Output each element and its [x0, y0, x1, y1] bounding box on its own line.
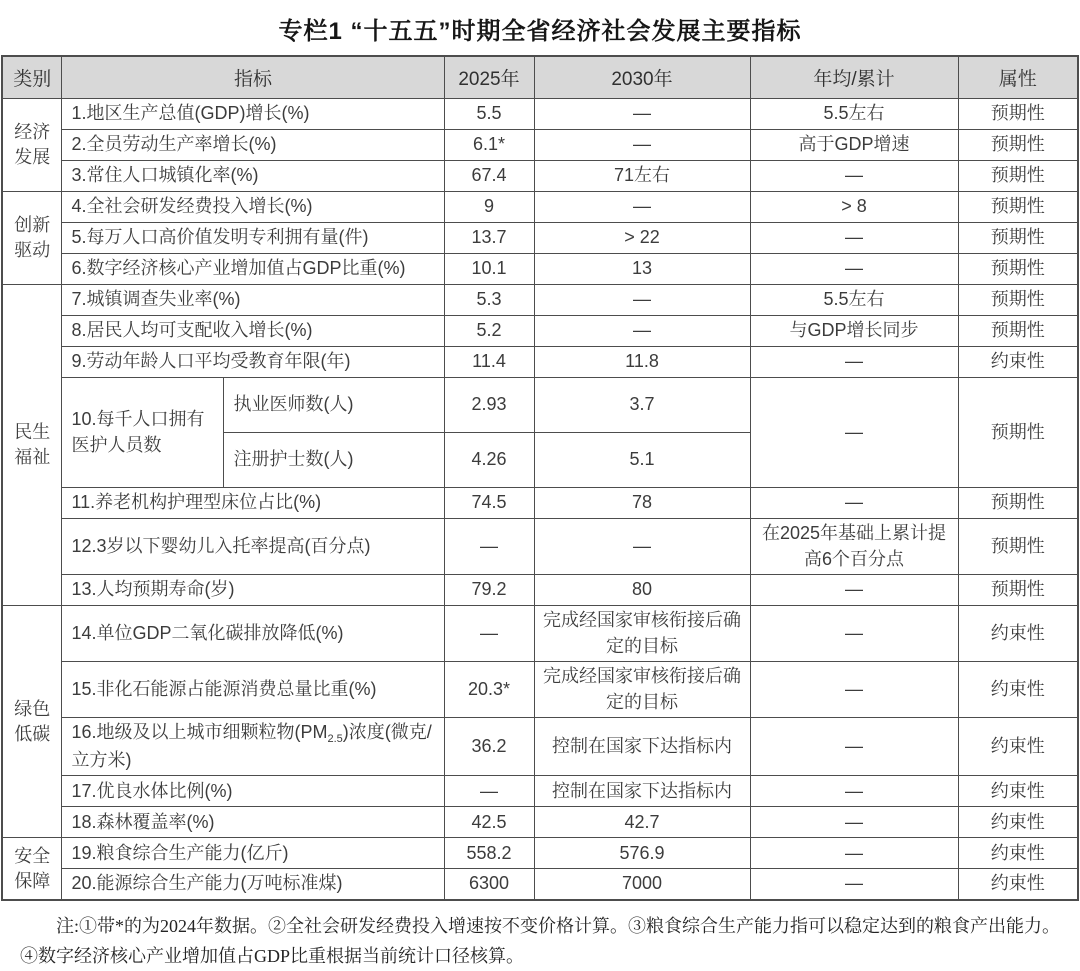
- r2-indicator: 2.全员劳动生产率增长(%): [62, 130, 444, 161]
- r9-annual: —: [750, 347, 958, 378]
- r11-indicator: 11.养老机构护理型床位占比(%): [62, 488, 444, 519]
- category-green-lowcarbon: 绿色低碳: [2, 606, 62, 838]
- r3-attribute: 预期性: [958, 161, 1078, 192]
- r20-indicator: 20.能源综合生产能力(万吨标准煤): [62, 869, 444, 900]
- r5-attribute: 预期性: [958, 223, 1078, 254]
- r1-2030: —: [534, 99, 750, 130]
- table-row: [2, 378, 1078, 433]
- r5-indicator: 5.每万人口高价值发明专利拥有量(件): [62, 223, 444, 254]
- r18-2025: 42.5: [444, 807, 534, 838]
- header-indicator: 指标: [62, 56, 444, 99]
- r18-indicator: 18.森林覆盖率(%): [62, 807, 444, 838]
- table-row: [2, 718, 1078, 776]
- r12-2025: —: [444, 519, 534, 575]
- table-row: [2, 223, 1078, 254]
- r13-2030: 80: [534, 575, 750, 606]
- header-attribute: 属性: [958, 56, 1078, 99]
- r8-indicator: 8.居民人均可支配收入增长(%): [62, 316, 444, 347]
- r18-annual: —: [750, 807, 958, 838]
- r16-indicator-prefix: 16.地级及以上城市细颗粒物(PM: [71, 722, 328, 743]
- r19-indicator: 19.粮食综合生产能力(亿斤): [62, 838, 444, 869]
- r20-2025: 6300: [444, 869, 534, 900]
- r17-2030: 控制在国家下达指标内: [534, 776, 750, 807]
- r7-annual: 5.5左右: [750, 285, 958, 316]
- r16-annual: —: [750, 718, 958, 776]
- header-annual: 年均/累计: [750, 56, 958, 99]
- r14-2030: 完成经国家审核衔接后确定的目标: [534, 606, 750, 662]
- r13-2025: 79.2: [444, 575, 534, 606]
- r19-2030: 576.9: [534, 838, 750, 869]
- r3-annual: —: [750, 161, 958, 192]
- table-row: [2, 807, 1078, 838]
- r12-attribute: 预期性: [958, 519, 1078, 575]
- r17-annual: —: [750, 776, 958, 807]
- r9-2030: 11.8: [534, 347, 750, 378]
- r18-attribute: 约束性: [958, 807, 1078, 838]
- r11-2030: 78: [534, 488, 750, 519]
- r2-2025: 6.1*: [444, 130, 534, 161]
- r17-2025: —: [444, 776, 534, 807]
- r1-attribute: 预期性: [958, 99, 1078, 130]
- r1-indicator: 1.地区生产总值(GDP)增长(%): [62, 99, 444, 130]
- r16-2025: 36.2: [444, 718, 534, 776]
- r16-indicator-suffix: )浓度(微克/立方米): [71, 722, 432, 770]
- table-row: [2, 869, 1078, 900]
- header-2025: 2025年: [444, 56, 534, 99]
- r7-attribute: 预期性: [958, 285, 1078, 316]
- category-security-guarantee: 安全保障: [2, 838, 62, 900]
- table-row: [2, 662, 1078, 718]
- r20-attribute: 约束性: [958, 869, 1078, 900]
- table-row: [2, 488, 1078, 519]
- r19-attribute: 约束性: [958, 838, 1078, 869]
- r7-indicator: 7.城镇调查失业率(%): [62, 285, 444, 316]
- table-row: [2, 285, 1078, 316]
- r11-attribute: 预期性: [958, 488, 1078, 519]
- r14-attribute: 约束性: [958, 606, 1078, 662]
- r8-attribute: 预期性: [958, 316, 1078, 347]
- r20-annual: —: [750, 869, 958, 900]
- document-page: [0, 11, 1080, 971]
- r17-attribute: 约束性: [958, 776, 1078, 807]
- r16-indicator: [62, 718, 444, 776]
- table-row: [2, 519, 1078, 575]
- r4-2030: —: [534, 192, 750, 223]
- r13-annual: —: [750, 575, 958, 606]
- r7-2030: —: [534, 285, 750, 316]
- r6-2025: 10.1: [444, 254, 534, 285]
- r4-attribute: 预期性: [958, 192, 1078, 223]
- r5-2030: > 22: [534, 223, 750, 254]
- r10-sub1-2025: 2.93: [444, 378, 534, 433]
- r17-indicator: 17.优良水体比例(%): [62, 776, 444, 807]
- r10-sub2-2025: 4.26: [444, 433, 534, 488]
- table-row: [2, 316, 1078, 347]
- table-row: [2, 606, 1078, 662]
- r15-2030: 完成经国家审核衔接后确定的目标: [534, 662, 750, 718]
- r10-sub1-indicator: 执业医师数(人): [224, 378, 444, 433]
- r18-2030: 42.7: [534, 807, 750, 838]
- r10-sub2-2030: 5.1: [534, 433, 750, 488]
- r9-indicator: 9.劳动年龄人口平均受教育年限(年): [62, 347, 444, 378]
- table-row: [2, 161, 1078, 192]
- r4-annual: > 8: [750, 192, 958, 223]
- r3-indicator: 3.常住人口城镇化率(%): [62, 161, 444, 192]
- r3-2030: 71左右: [534, 161, 750, 192]
- r10-annual: —: [750, 378, 958, 488]
- r11-annual: —: [750, 488, 958, 519]
- r7-2025: 5.3: [444, 285, 534, 316]
- r6-2030: 13: [534, 254, 750, 285]
- table-row: [2, 254, 1078, 285]
- r16-attribute: 约束性: [958, 718, 1078, 776]
- r3-2025: 67.4: [444, 161, 534, 192]
- table-row: [2, 99, 1078, 130]
- table-row: [2, 347, 1078, 378]
- r6-indicator: 6.数字经济核心产业增加值占GDP比重(%): [62, 254, 444, 285]
- table-row: [2, 130, 1078, 161]
- r15-2025: 20.3*: [444, 662, 534, 718]
- table-title: 专栏1 “十五五”时期全省经济社会发展主要指标: [278, 18, 802, 45]
- r6-annual: —: [750, 254, 958, 285]
- r14-annual: —: [750, 606, 958, 662]
- r15-annual: —: [750, 662, 958, 718]
- r16-pm25-subscript: 2.5: [327, 733, 343, 746]
- r12-indicator: 12.3岁以下婴幼儿入托率提高(百分点): [62, 519, 444, 575]
- r5-2025: 13.7: [444, 223, 534, 254]
- r14-indicator: 14.单位GDP二氧化碳排放降低(%): [62, 606, 444, 662]
- r15-attribute: 约束性: [958, 662, 1078, 718]
- r8-2030: —: [534, 316, 750, 347]
- r2-annual: 高于GDP增速: [750, 130, 958, 161]
- table-row: [2, 192, 1078, 223]
- r10-sub2-indicator: 注册护士数(人): [224, 433, 444, 488]
- r2-attribute: 预期性: [958, 130, 1078, 161]
- r13-indicator: 13.人均预期寿命(岁): [62, 575, 444, 606]
- table-row: [2, 838, 1078, 869]
- r14-2025: —: [444, 606, 534, 662]
- table-row: [2, 776, 1078, 807]
- r4-indicator: 4.全社会研发经费投入增长(%): [62, 192, 444, 223]
- r15-indicator: 15.非化石能源占能源消费总量比重(%): [62, 662, 444, 718]
- footnote: 注:①带*的为2024年数据。②全社会研发经费投入增速按不变价格计算。③粮食综合生产能力指可以稳定达到的粮食产出能力。④数字经济核心产业增加值占GDP比重根据当前统计口径核算。: [20, 915, 1060, 966]
- category-economic-development: 经济发展: [2, 99, 62, 192]
- r20-2030: 7000: [534, 869, 750, 900]
- r9-attribute: 约束性: [958, 347, 1078, 378]
- r19-2025: 558.2: [444, 838, 534, 869]
- r6-attribute: 预期性: [958, 254, 1078, 285]
- category-livelihood-wellbeing: 民生福祉: [2, 285, 62, 606]
- indicators-table: [1, 55, 1079, 901]
- header-row: [2, 56, 1078, 99]
- r11-2025: 74.5: [444, 488, 534, 519]
- r16-2030: 控制在国家下达指标内: [534, 718, 750, 776]
- r1-2025: 5.5: [444, 99, 534, 130]
- r19-annual: —: [750, 838, 958, 869]
- r13-attribute: 预期性: [958, 575, 1078, 606]
- r12-annual: 在2025年基础上累计提高6个百分点: [750, 519, 958, 575]
- r10-indicator-group: 10.每千人口拥有医护人员数: [62, 378, 224, 488]
- r1-annual: 5.5左右: [750, 99, 958, 130]
- r9-2025: 11.4: [444, 347, 534, 378]
- header-2030: 2030年: [534, 56, 750, 99]
- r10-sub1-2030: 3.7: [534, 378, 750, 433]
- r8-2025: 5.2: [444, 316, 534, 347]
- r8-annual: 与GDP增长同步: [750, 316, 958, 347]
- r4-2025: 9: [444, 192, 534, 223]
- header-category: 类别: [2, 56, 62, 99]
- category-innovation-driven: 创新驱动: [2, 192, 62, 285]
- r5-annual: —: [750, 223, 958, 254]
- r2-2030: —: [534, 130, 750, 161]
- table-row: [2, 575, 1078, 606]
- r10-attribute: 预期性: [958, 378, 1078, 488]
- r12-2030: —: [534, 519, 750, 575]
